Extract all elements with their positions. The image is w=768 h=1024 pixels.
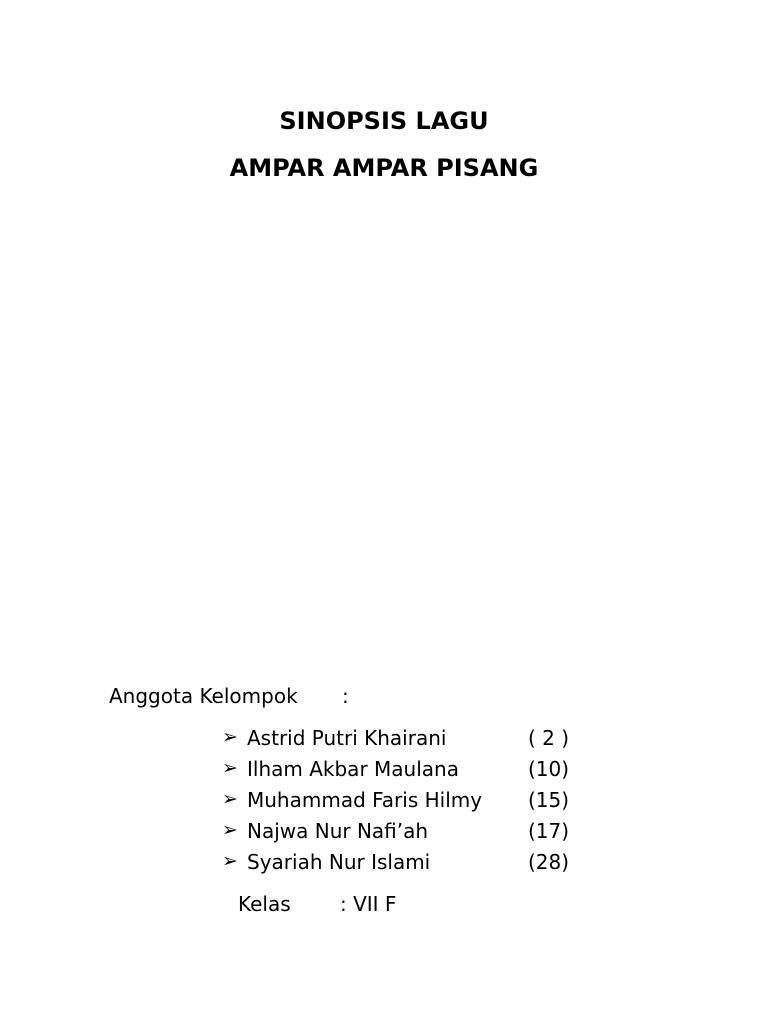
class-info-row	[238, 892, 397, 916]
arrowhead-bullet-icon: ➢	[222, 726, 238, 748]
list-item	[222, 726, 582, 757]
member-name: Ilham Akbar Maulana	[247, 757, 459, 781]
list-item	[222, 819, 582, 850]
member-list	[222, 726, 582, 881]
member-name: Muhammad Faris Hilmy	[247, 788, 483, 812]
document-title: SINOPSIS LAGU	[279, 107, 489, 135]
list-item	[222, 788, 582, 819]
member-number: (15)	[528, 788, 570, 812]
list-item	[222, 757, 582, 788]
member-name: Astrid Putri Khairani	[247, 726, 447, 750]
member-number: ( 2 )	[528, 726, 570, 750]
arrowhead-bullet-icon: ➢	[222, 757, 238, 779]
song-title: AMPAR AMPAR PISANG	[229, 154, 539, 182]
member-number: (10)	[528, 757, 570, 781]
arrowhead-bullet-icon: ➢	[222, 850, 238, 872]
class-value: : VII F	[340, 892, 397, 916]
member-name: Najwa Nur Nafi’ah	[247, 819, 429, 843]
class-label: Kelas	[238, 892, 291, 916]
arrowhead-bullet-icon: ➢	[222, 819, 238, 841]
member-number: (17)	[528, 819, 570, 843]
members-label-row	[109, 684, 349, 708]
members-colon: :	[342, 684, 349, 708]
member-number: (28)	[528, 850, 570, 874]
members-label: Anggota Kelompok	[109, 684, 298, 708]
list-item	[222, 850, 582, 881]
member-name: Syariah Nur Islami	[247, 850, 431, 874]
arrowhead-bullet-icon: ➢	[222, 788, 238, 810]
